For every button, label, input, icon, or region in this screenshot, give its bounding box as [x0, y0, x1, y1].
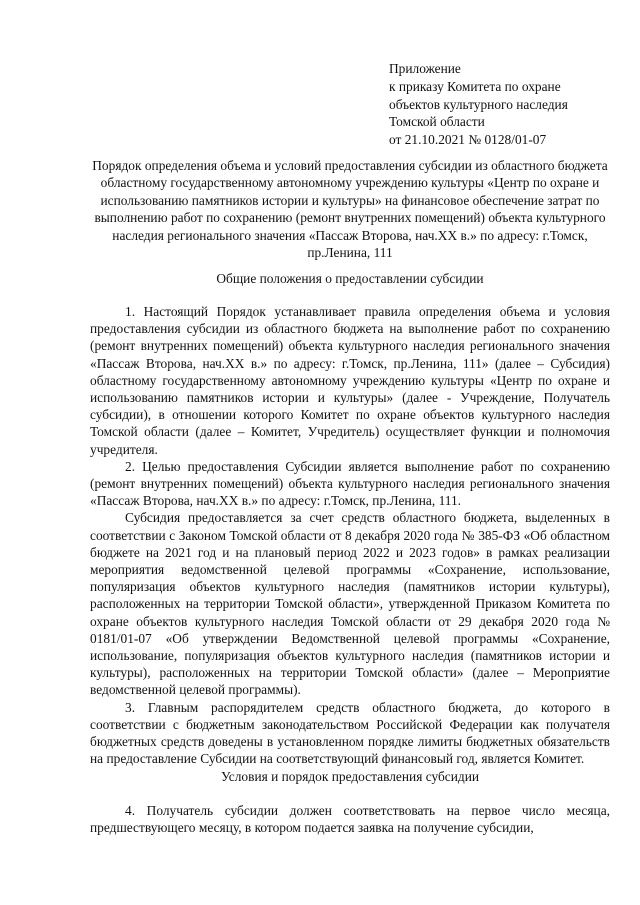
appendix-line: к приказу Комитета по охране	[389, 78, 561, 94]
paragraph-1: 1. Настоящий Порядок устанавливает правила определения объема и условия предоставления субсидии из областного бюджета на выполнение работ по сохранению (ремонт внутренних помещений) объекта культурного наследия регионального значения «Пассаж Второва, нач.XX в.» по адресу: г.Томск, пр.Ленина, 111» (далее – Субсидия) областному государственному автономному учреждению культуры «Центр по охране и использованию памятников истории и культуры» (далее - Учреждение, Получатель субсидии), в отношении которого Комитет по охране объектов культурного наследия Томской области (далее – Комитет, Учредитель) осуществляет функции и полномочия учредителя.	[90, 304, 610, 457]
section-conditions-body	[90, 802, 610, 836]
paragraph-4: 4. Получатель субсидии должен соответствовать на первое число месяца, предшествующего месяцу, в котором подается заявка на получение субсидии,	[90, 803, 610, 836]
appendix-line: Томской области	[389, 114, 485, 130]
appendix-line: объектов культурного наследия	[389, 96, 568, 112]
section-general-body	[90, 303, 610, 767]
appendix-date-line: от 21.10.2021 № 0128/01-07	[389, 132, 547, 148]
paragraph-2: 2. Целью предоставления Субсидии является выполнение работ по сохранению (ремонт внутренних помещений) объекта культурного наследия регионального значения «Пассаж Второва, нач.XX в.» по адресу: г.Томск, пр.Ленина, 111.	[90, 458, 610, 509]
paragraph-subsidy-source: Субсидия предоставляется за счет средств областного бюджета, выделенных в соответствии с Законом Томской области от 8 декабря 2020 года № 385-ФЗ «Об областном бюджете на 2021 год и на плановый период 2022 и 2023 годов» в рамках реализации мероприятия ведомственной целевой программы «Сохранение, использование, популяризация объектов культурного наследия (памятников истории культуры), расположенных на территории Томской области», утвержденной Приказом Комитета по охране объектов культурного наследия Томской области от 29 декабря 2020 года № 0181/01-07 «Об утверждении Ведомственной целевой программы «Сохранение, использование, популяризация объектов культурного наследия (памятников истории и культуры), расположенных на территории Томской области» (далее – Мероприятие ведомственной целевой программы).	[90, 510, 610, 698]
appendix-block	[389, 60, 619, 149]
appendix-line: Приложение	[389, 61, 461, 76]
paragraph-3: 3. Главным распорядителем средств областного бюджета, до которого в соответствии с бюджетным законодательством Российской Федерации как получателя бюджетных средств доведены в установленном порядке лимиты бюджетных обязательств на предоставление Субсидии на соответствующий финансовый год, является Комитет.	[90, 699, 610, 767]
document-title: Порядок определения объема и условий предоставления субсидии из областного бюджета областному государственному автономному учреждению культуры «Центр по охране и использованию памятников истории и культуры» на финансовое обеспечение затрат по выполнению работ по сохранению (ремонт внутренних помещений) объекта культурного наследия регионального значения «Пассаж Второва, нач.XX в.» по адресу: г.Томск, пр.Ленина, 111	[92, 158, 608, 261]
section-heading-conditions: Условия и порядок предоставления субсидии	[220, 769, 480, 784]
section-heading-general: Общие положения о предоставлении субсидии	[216, 271, 484, 286]
